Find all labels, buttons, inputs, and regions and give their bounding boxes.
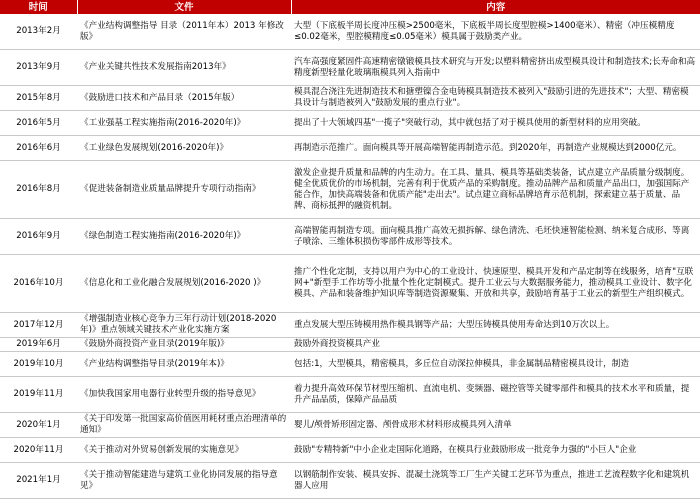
row-content: 高端智能再制造专项。面向模具推广高效无损拆解、绿色清洗、毛坯快速智能检测、纳米复合成形、等离子喷涂、三维体积损伤零部件成形等技术。: [291, 219, 700, 255]
row-content: 激发企业提升质量和品牌的内生动力。在工具、量具、模具等基础类装备，试点建立产品质量分级制度。健全优质优价的市场机制，完善有利于优质产品的采购制度。推动品牌产品和质量产品出口，加强国际产能合作，加快高端装备和优质产能"走出去"。试点建立商标品牌培育示范机制，探索建立基于质量、品牌、商标抵押的融资机制。: [291, 161, 700, 219]
row-content: 大型（下底板半周长度冲压模>2500毫米，下底板半周长度型腔模>1400毫米）、精密（冲压模精度≤0.02毫米，型腔模精度≤0.05毫米）模具属于鼓励类产业。: [291, 14, 700, 50]
row-document: 《关于印发第一批国家高价值医用耗材重点治理清单的通知》: [77, 413, 291, 438]
table-row: [0, 438, 700, 463]
row-time: 2013年2月: [0, 14, 77, 50]
row-time: 2020年11月: [0, 438, 77, 463]
row-content: 鼓励"专精特新"中小企业走国际化道路，在模具行业鼓励形成一批竞争力强的"小巨人"企业: [291, 438, 700, 463]
row-document: 《绿色制造工程实施指南(2016-2020年)》: [77, 219, 291, 255]
table-row: [0, 352, 700, 377]
row-time: 2016年9月: [0, 219, 77, 255]
table-header-row: [0, 0, 700, 14]
table-row: [0, 14, 700, 50]
header-document: 文件: [77, 0, 291, 14]
row-content: 模具混合浇注先进制造技术和搪塑镍合金电铸模具制造技术被列入"鼓励引进的先进技术"；大型、精密模具设计与制造被列入"鼓励发展的重点行业"。: [291, 86, 700, 111]
row-time: 2019年11月: [0, 377, 77, 413]
row-document: 《促进装备制造业质量品牌提升专项行动指南》: [77, 161, 291, 219]
row-time: 2015年8月: [0, 86, 77, 111]
row-document: 《关于推动对外贸易创新发展的实施意见》: [77, 438, 291, 463]
row-document: 《产业结构调整指导目录(2019年本)》: [77, 352, 291, 377]
row-time: 2016年5月: [0, 111, 77, 136]
table-row: [0, 377, 700, 413]
row-content: 着力提升高效环保节材型压缩机、直流电机、变频器、磁控管等关键零部件和模具的技术水平和质量，提升产品品质，保障产品品质: [291, 377, 700, 413]
row-document: 《增强制造业核心竞争力三年行动计划(2018-2020年)》重点领域关键技术产业化实施方案: [77, 313, 291, 338]
row-time: 2021年1月: [0, 463, 77, 499]
row-time: 2019年6月: [0, 338, 77, 352]
row-time: 2016年6月: [0, 136, 77, 161]
row-time: 2016年10月: [0, 255, 77, 313]
row-time: 2019年10月: [0, 352, 77, 377]
row-document: 《工业强基工程实施指南(2016-2020年)》: [77, 111, 291, 136]
row-content: 提出了十大领域四基"一揽子"突破行动，其中就包括了对于模具使用的新型材料的应用突破。: [291, 111, 700, 136]
table-row: [0, 50, 700, 86]
row-content: 以钢筋制作安装、模具安拆、混凝土浇筑等工厂生产关键工艺环节为重点，推进工艺流程数字化和建筑机器人应用: [291, 463, 700, 499]
row-document: 《产业结构调整指导 目录（2011年本）2013 年修改版》: [77, 14, 291, 50]
row-document: 《加快我国家用电器行业转型升级的指导意见》: [77, 377, 291, 413]
row-time: 2016年8月: [0, 161, 77, 219]
row-time: 2017年12月: [0, 313, 77, 338]
header-content: 内容: [291, 0, 700, 14]
row-content: 鼓励外商投资模具产业: [291, 338, 700, 352]
row-document: 《关于推动智能建造与建筑工业化协同发展的指导意见》: [77, 463, 291, 499]
table-row: [0, 136, 700, 161]
row-content: 重点发展大型压铸模用热作模具钢等产品；大型压铸模具使用寿命达到10万次以上。: [291, 313, 700, 338]
table-row: [0, 463, 700, 499]
table-row: [0, 255, 700, 313]
row-document: 《工业绿色发展规划(2016-2020年)》: [77, 136, 291, 161]
row-document: 《鼓励进口技术和产品目录（2015年版）: [77, 86, 291, 111]
row-content: 再制造示范推广。面向模具等开展高端智能再制造示范。到2020年，再制造产业规模达到2000亿元。: [291, 136, 700, 161]
row-content: 推广个性化定制，支持以用户为中心的工业设计、快速原型、模具开发和产品定制等在线服务，培育"互联网+"新型手工作坊等小批量个性化定制模式。提升工业云与大数据服务能力，推动模具工业设计、数字化模具、产品和装备维护知识库等制造资源聚集、开放和共享，鼓励培育基于工业云的新型生产组织模式。: [291, 255, 700, 313]
row-time: 2020年1月: [0, 413, 77, 438]
row-time: 2013年9月: [0, 50, 77, 86]
table-row: [0, 161, 700, 219]
header-time: 时间: [0, 0, 77, 14]
row-content: 包括:1，大型模具，精密模具，多丘位自动深拉伸模具，非金属制品精密模具设计，制造: [291, 352, 700, 377]
table-row: [0, 86, 700, 111]
table-row: [0, 219, 700, 255]
table-row: [0, 313, 700, 338]
row-document: 《鼓励外商投资产业目录(2019年版)》: [77, 338, 291, 352]
table-row: [0, 338, 700, 352]
table-row: [0, 413, 700, 438]
row-content: 婴儿/颅骨矫形固定器、颅骨成形术材料形成模具列入清单: [291, 413, 700, 438]
row-document: 《信息化和工业化融合发展规划(2016-2020 )》: [77, 255, 291, 313]
row-document: 《产业关键共性技术发展指南2013年》: [77, 50, 291, 86]
row-content: 汽车高强度紧固件高速精密镦锻模具技术研究与开发;以塑料精密挤出成型模具设计和制造技术;长寿命和高精度新型轻量化玻璃瓶模具列入指南中: [291, 50, 700, 86]
table-row: [0, 111, 700, 136]
